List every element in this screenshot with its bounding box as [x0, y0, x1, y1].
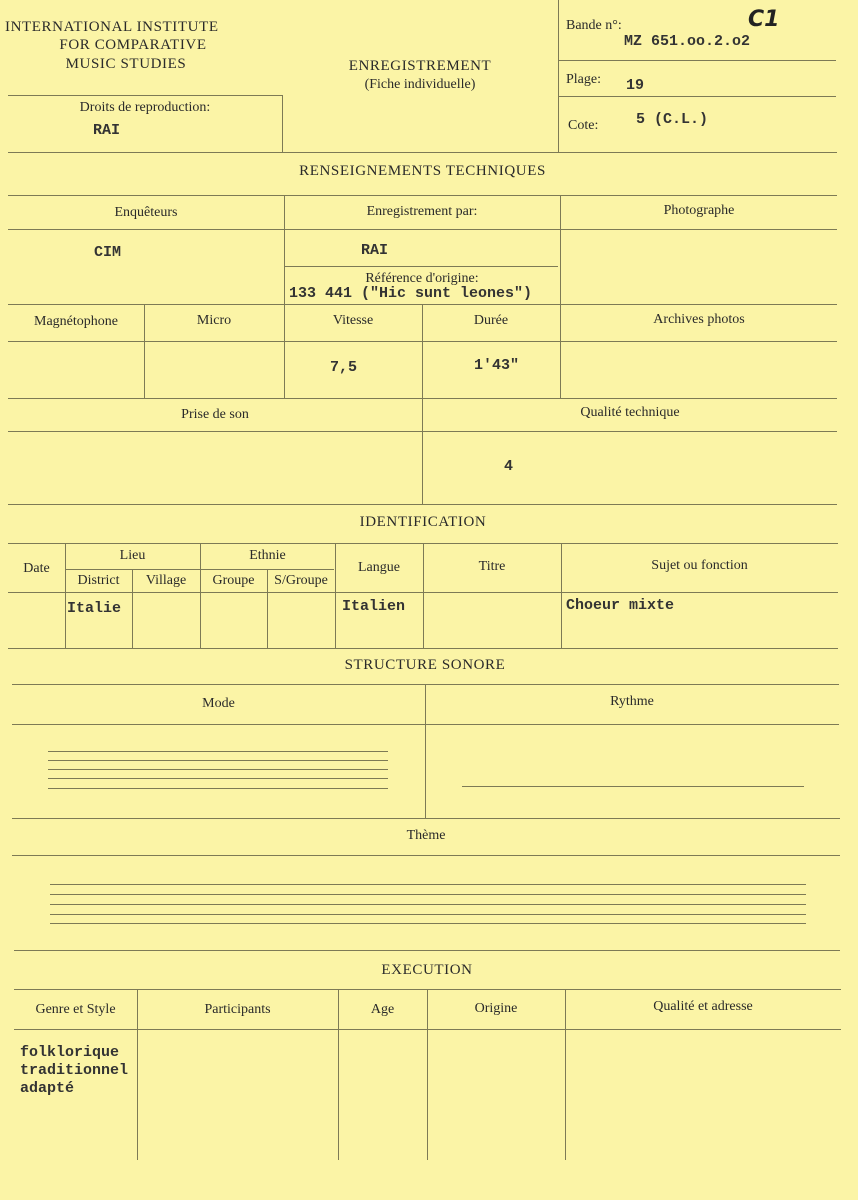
rule — [422, 304, 423, 504]
rule — [560, 195, 561, 398]
bande-handwritten: C1 — [748, 7, 780, 32]
genre-value-3: adapté — [20, 1080, 75, 1097]
duree-value: 1'43" — [474, 357, 520, 374]
structure-heading: STRUCTURE SONORE — [344, 657, 506, 673]
titre-label: Titre — [478, 559, 506, 574]
rule — [12, 818, 840, 819]
plage-label: Plage: — [566, 72, 601, 87]
rule — [8, 229, 837, 230]
reference-label: Référence d'origine: — [365, 271, 479, 286]
sgroupe-label: S/Groupe — [274, 573, 328, 588]
prise-label: Prise de son — [181, 407, 249, 422]
magnetophone-label: Magnétophone — [34, 314, 118, 329]
execution-heading: EXECUTION — [381, 962, 473, 978]
bande-label: Bande n°: — [566, 18, 622, 33]
identification-heading: IDENTIFICATION — [359, 514, 487, 530]
cote-value: 5 (C.L.) — [636, 111, 709, 128]
institute-line-3: MUSIC STUDIES — [65, 56, 187, 72]
rythme-label: Rythme — [610, 694, 654, 709]
archives-label: Archives photos — [653, 312, 745, 327]
rule — [8, 195, 837, 196]
staff-line — [48, 778, 388, 779]
reference-value: 133 441 ("Hic sunt leones") — [289, 285, 533, 302]
participants-label: Participants — [204, 1002, 271, 1017]
photographe-label: Photographe — [663, 203, 735, 218]
rule — [14, 950, 840, 951]
institute-line-1: INTERNATIONAL INSTITUTE — [5, 19, 219, 35]
rule — [12, 855, 840, 856]
qualite-label: Qualité technique — [580, 405, 680, 420]
staff-line — [48, 788, 388, 789]
genre-value-1: folklorique — [20, 1044, 120, 1061]
institute-line-2: FOR COMPARATIVE — [59, 37, 207, 53]
district-value: Italie — [67, 600, 122, 617]
vitesse-value: 7,5 — [330, 359, 358, 376]
rule — [8, 504, 837, 505]
staff-line — [50, 894, 806, 895]
rule — [8, 648, 838, 649]
qualite-value: 4 — [504, 458, 514, 475]
rhythm-line — [462, 786, 804, 787]
rule — [558, 96, 836, 97]
lieu-label: Lieu — [119, 548, 146, 563]
district-label: District — [77, 573, 120, 588]
rule — [282, 95, 283, 152]
rights-value: RAI — [93, 122, 121, 139]
rule — [285, 266, 558, 267]
enregistrement-label: Enregistrement par: — [366, 204, 478, 219]
rule — [558, 60, 836, 61]
langue-value: Italien — [342, 598, 406, 615]
genre-label: Genre et Style — [35, 1002, 116, 1017]
rule — [558, 0, 559, 152]
vitesse-label: Vitesse — [332, 313, 374, 328]
age-label: Age — [370, 1002, 395, 1017]
mode-label: Mode — [202, 696, 235, 711]
groupe-label: Groupe — [212, 573, 255, 588]
enqueteurs-value: CIM — [94, 244, 122, 261]
rule — [8, 95, 283, 96]
sujet-label: Sujet ou fonction — [651, 558, 748, 573]
sujet-value: Choeur mixte — [566, 597, 675, 614]
form-title: ENREGISTREMENT — [348, 58, 492, 74]
form-subtitle: (Fiche individuelle) — [364, 77, 476, 92]
qualite-adresse-label: Qualité et adresse — [653, 999, 753, 1014]
staff-line — [50, 884, 806, 885]
staff-line — [48, 751, 388, 752]
rule — [335, 543, 336, 648]
date-label: Date — [23, 561, 50, 576]
rule — [8, 152, 837, 153]
langue-label: Langue — [358, 560, 400, 575]
enqueteurs-label: Enquêteurs — [114, 205, 178, 220]
staff-line — [50, 904, 806, 905]
staff-line — [50, 923, 806, 924]
village-label: Village — [145, 573, 187, 588]
rights-label: Droits de reproduction: — [79, 100, 211, 115]
rule — [284, 195, 285, 398]
ethnie-label: Ethnie — [249, 548, 286, 563]
staff-line — [48, 760, 388, 761]
origine-label: Origine — [474, 1001, 518, 1016]
technical-heading: RENSEIGNEMENTS TECHNIQUES — [299, 163, 546, 179]
staff-line — [48, 769, 388, 770]
theme-label: Thème — [406, 828, 446, 843]
genre-value-2: traditionnel — [20, 1062, 129, 1079]
cote-label: Cote: — [568, 118, 599, 133]
plage-value: 19 — [626, 77, 645, 94]
enregistrement-value: RAI — [361, 242, 389, 259]
bande-value: MZ 651.oo.2.o2 — [624, 33, 751, 50]
micro-label: Micro — [196, 313, 232, 328]
duree-label: Durée — [473, 313, 509, 328]
staff-line — [50, 914, 806, 915]
